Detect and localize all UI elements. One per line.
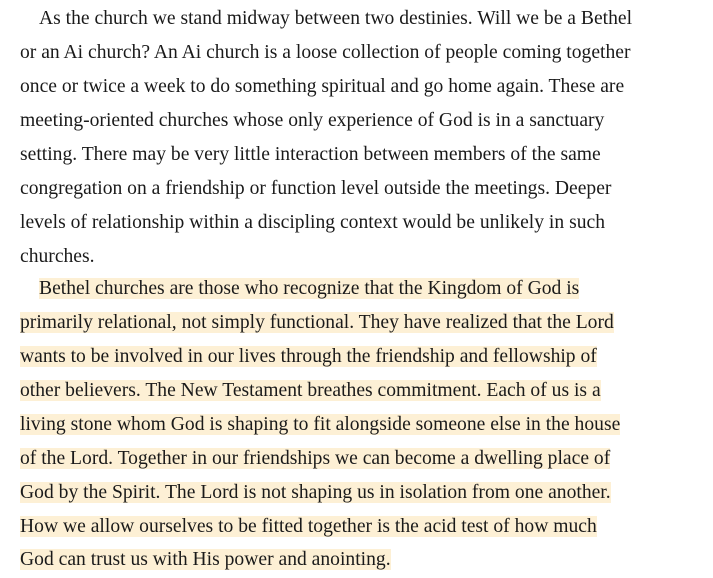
highlighted-line: wants to be involved in our lives through the friendship and fellowship of — [20, 346, 597, 367]
highlighted-line: Bethel churches are those who recognize that the Kingdom of God is — [39, 278, 580, 299]
paragraph-line: or an Ai church? An Ai church is a loose collection of people coming together — [20, 42, 631, 63]
paragraph-line: meeting-oriented churches whose only experience of God is in a sanctuary — [20, 110, 605, 131]
paragraph-line: setting. There may be very little interaction between members of the same — [20, 144, 601, 165]
paragraph-line: levels of relationship within a discipling context would be unlikely in such — [20, 212, 605, 233]
highlighted-line: God by the Spirit. The Lord is not shaping us in isolation from one another. — [20, 482, 611, 503]
highlighted-line: living stone whom God is shaping to fit alongside someone else in the house — [20, 414, 621, 435]
highlighted-line: primarily relational, not simply functional. They have realized that the Lord — [20, 312, 614, 333]
highlighted-line: of the Lord. Together in our friendships we can become a dwelling place of — [20, 448, 611, 469]
paragraph-line: once or twice a week to do something spiritual and go home again. These are — [20, 76, 625, 97]
highlighted-line: God can trust us with His power and anointing. — [20, 549, 391, 570]
paragraph-line: As the church we stand midway between two destinies. Will we be a Bethel — [39, 8, 633, 29]
highlighted-line: How we allow ourselves to be fitted together is the acid test of how much — [20, 516, 597, 537]
highlighted-line: other believers. The New Testament breathes commitment. Each of us is a — [20, 380, 601, 401]
paragraph-line: congregation on a friendship or function level outside the meetings. Deeper — [20, 178, 612, 199]
paragraph-line: churches. — [20, 246, 95, 267]
